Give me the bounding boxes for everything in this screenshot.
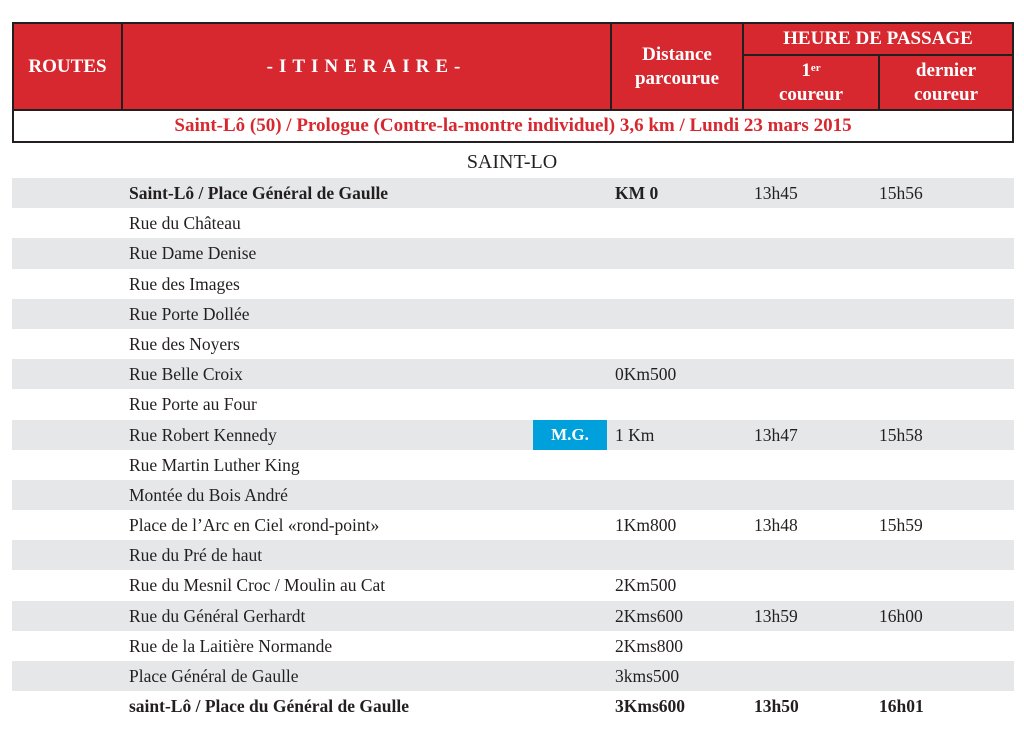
table-row xyxy=(12,540,1014,570)
table-row xyxy=(12,420,1014,450)
table-row xyxy=(12,389,1014,419)
last-rider-time: 16h00 xyxy=(879,605,923,626)
distance-value: 0Km500 xyxy=(615,364,677,385)
stage-subtitle: Saint-Lô (50) / Prologue (Contre-la-montre individuel) 3,6 km / Lundi 23 mars 2015 xyxy=(12,111,1014,143)
dernier-coureur-header xyxy=(880,56,1012,109)
distance-value: KM 0 xyxy=(615,183,659,203)
premier-line2: coureur xyxy=(778,83,844,105)
first-rider-time: 13h48 xyxy=(754,515,798,536)
street-name: saint-Lô / Place du Général de Gaulle xyxy=(129,696,409,717)
distance-value: 1 Km xyxy=(615,424,655,445)
distance-header-line1: Distance xyxy=(642,43,712,65)
table-row xyxy=(12,570,1014,600)
table-row xyxy=(12,238,1014,268)
table-row xyxy=(12,691,1014,721)
distance-header-line2: parcourue xyxy=(634,67,720,89)
street-name: Rue Robert Kennedy xyxy=(129,424,277,445)
street-name: Rue Martin Luther King xyxy=(129,454,300,475)
street-name: Place de l’Arc en Ciel «rond-point» xyxy=(129,515,380,536)
street-name: Rue du Château xyxy=(129,213,241,234)
premier-coureur-header xyxy=(744,56,878,109)
last-rider-time: 16h01 xyxy=(879,696,924,717)
street-name: Rue du Pré de haut xyxy=(129,545,263,566)
distance-value: 2Km500 xyxy=(615,575,677,596)
street-name: Rue du Mesnil Croc / Moulin au Cat xyxy=(129,575,386,596)
first-rider-time: 13h50 xyxy=(754,696,799,717)
table-row xyxy=(12,299,1014,329)
table-row xyxy=(12,601,1014,631)
street-name: Montée du Bois André xyxy=(129,484,288,505)
mountain-badge: M.G. xyxy=(533,420,607,450)
street-name: Rue Dame Denise xyxy=(129,243,257,264)
table-row xyxy=(12,661,1014,691)
itinerary-rows xyxy=(12,178,1014,721)
table-row xyxy=(12,510,1014,540)
distance-header xyxy=(612,24,742,109)
table-row xyxy=(12,631,1014,661)
street-name: Rue des Images xyxy=(129,273,240,294)
last-rider-time: 15h58 xyxy=(879,424,923,445)
distance-value: 3Kms600 xyxy=(615,696,685,717)
city-heading: SAINT-LO xyxy=(466,151,558,173)
header-table xyxy=(12,22,1014,111)
street-name: Rue du Général Gerhardt xyxy=(129,605,306,626)
table-row xyxy=(12,208,1014,238)
street-name: Rue de la Laitière Normande xyxy=(129,635,333,656)
street-name: Saint-Lô / Place Général de Gaulle xyxy=(129,183,389,203)
distance-value: 3kms500 xyxy=(615,666,680,686)
first-rider-time: 13h45 xyxy=(754,183,798,203)
first-rider-time: 13h47 xyxy=(754,424,798,445)
first-rider-time: 13h59 xyxy=(754,605,798,626)
street-name: Rue des Noyers xyxy=(129,333,240,354)
routes-header: ROUTES xyxy=(28,55,107,77)
table-row xyxy=(12,178,1014,208)
last-rider-time: 15h59 xyxy=(879,515,923,536)
heure-passage-header: HEURE DE PASSAGE xyxy=(783,28,973,49)
dernier-line2: coureur xyxy=(913,83,979,105)
premier-line1: 1er xyxy=(801,59,821,81)
dernier-line1: dernier xyxy=(915,59,977,81)
street-name: Place Général de Gaulle xyxy=(129,666,299,686)
last-rider-time: 15h56 xyxy=(879,183,923,203)
street-name: Rue Porte Dollée xyxy=(129,303,250,324)
distance-value: 1Km800 xyxy=(615,515,677,536)
table-row xyxy=(12,450,1014,480)
table-row xyxy=(12,329,1014,359)
distance-value: 2Kms600 xyxy=(615,605,684,626)
table-row xyxy=(12,269,1014,299)
table-row xyxy=(12,480,1014,510)
street-name: Rue Belle Croix xyxy=(129,364,243,385)
distance-value: 2Kms800 xyxy=(615,635,684,656)
street-name: Rue Porte au Four xyxy=(129,394,257,415)
table-row xyxy=(12,359,1014,389)
itineraire-header: -ITINERAIRE- xyxy=(266,55,467,77)
